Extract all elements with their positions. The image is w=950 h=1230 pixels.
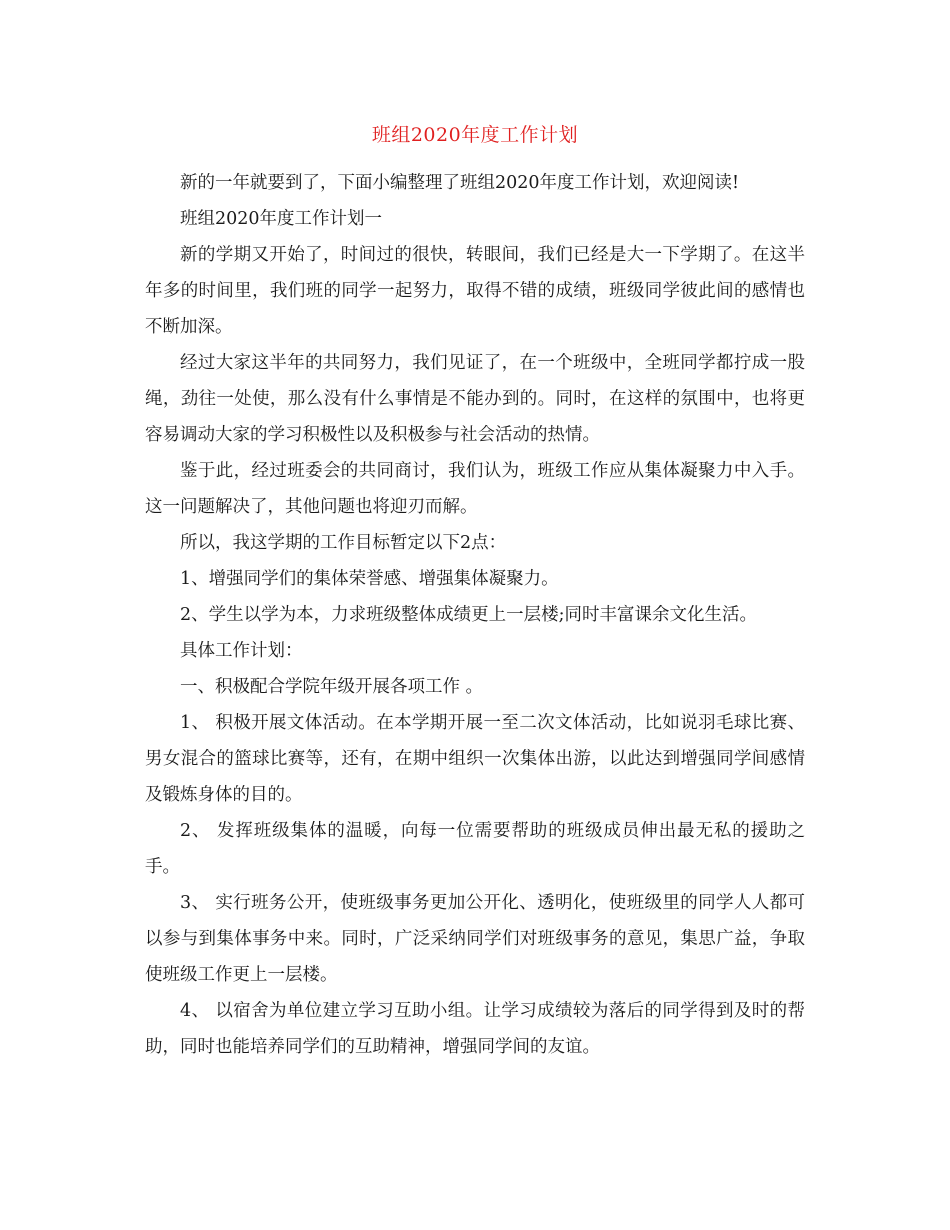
list-item: 1、增强同学们的集体荣誉感、增强集体凝聚力。 — [180, 569, 559, 589]
paragraph: 所以，我这学期的工作目标暂定以下2点： — [180, 533, 507, 553]
paragraph-subheading: 具体工作计划： — [180, 641, 303, 661]
list-item: 3、 实行班务公开，使班级事务更加公开化、透明化，使班级里的同学人人都可以参与到集体事务中来。同时，广泛采纳同学们对班级事务的意见，集思广益，争取使班级工作更上一层楼。 — [145, 893, 805, 985]
paragraph-subheading: 一、积极配合学院年级开展各项工作 。 — [180, 677, 484, 697]
document-body — [145, 165, 805, 1065]
list-item: 4、 以宿舍为单位建立学习互助小组。让学习成绩较为落后的同学得到及时的帮助，同时也能培养同学们的互助精神，增强同学间的友谊。 — [145, 1001, 805, 1057]
paragraph-intro: 新的一年就要到了，下面小编整理了班组2020年度工作计划，欢迎阅读! — [180, 173, 740, 193]
paragraph: 鉴于此，经过班委会的共同商讨，我们认为，班级工作应从集体凝聚力中入手。这一问题解决了，其他问题也将迎刃而解。 — [145, 461, 805, 517]
document-title: 班组2020年度工作计划 — [371, 124, 579, 146]
paragraph: 新的学期又开始了，时间过的很快，转眼间，我们已经是大一下学期了。在这半年多的时间里，我们班的同学一起努力，取得不错的成绩，班级同学彼此间的感情也不断加深。 — [145, 245, 805, 337]
list-item: 2、学生以学为本，力求班级整体成绩更上一层楼;同时丰富课余文化生活。 — [180, 605, 758, 625]
list-item: 2、 发挥班级集体的温暖，向每一位需要帮助的班级成员伸出最无私的援助之手。 — [145, 821, 805, 877]
paragraph-section-heading: 班组2020年度工作计划一 — [180, 209, 383, 229]
list-item: 1、 积极开展文体活动。在本学期开展一至二次文体活动，比如说羽毛球比赛、男女混合的篮球比赛等，还有，在期中组织一次集体出游，以此达到增强同学间感情及锻炼身体的目的。 — [145, 713, 805, 805]
paragraph: 经过大家这半年的共同努力，我们见证了，在一个班级中，全班同学都拧成一股绳，劲往一处使，那么没有什么事情是不能办到的。同时，在这样的氛围中，也将更容易调动大家的学习积极性以及积极参与社会活动的热情。 — [145, 353, 805, 445]
